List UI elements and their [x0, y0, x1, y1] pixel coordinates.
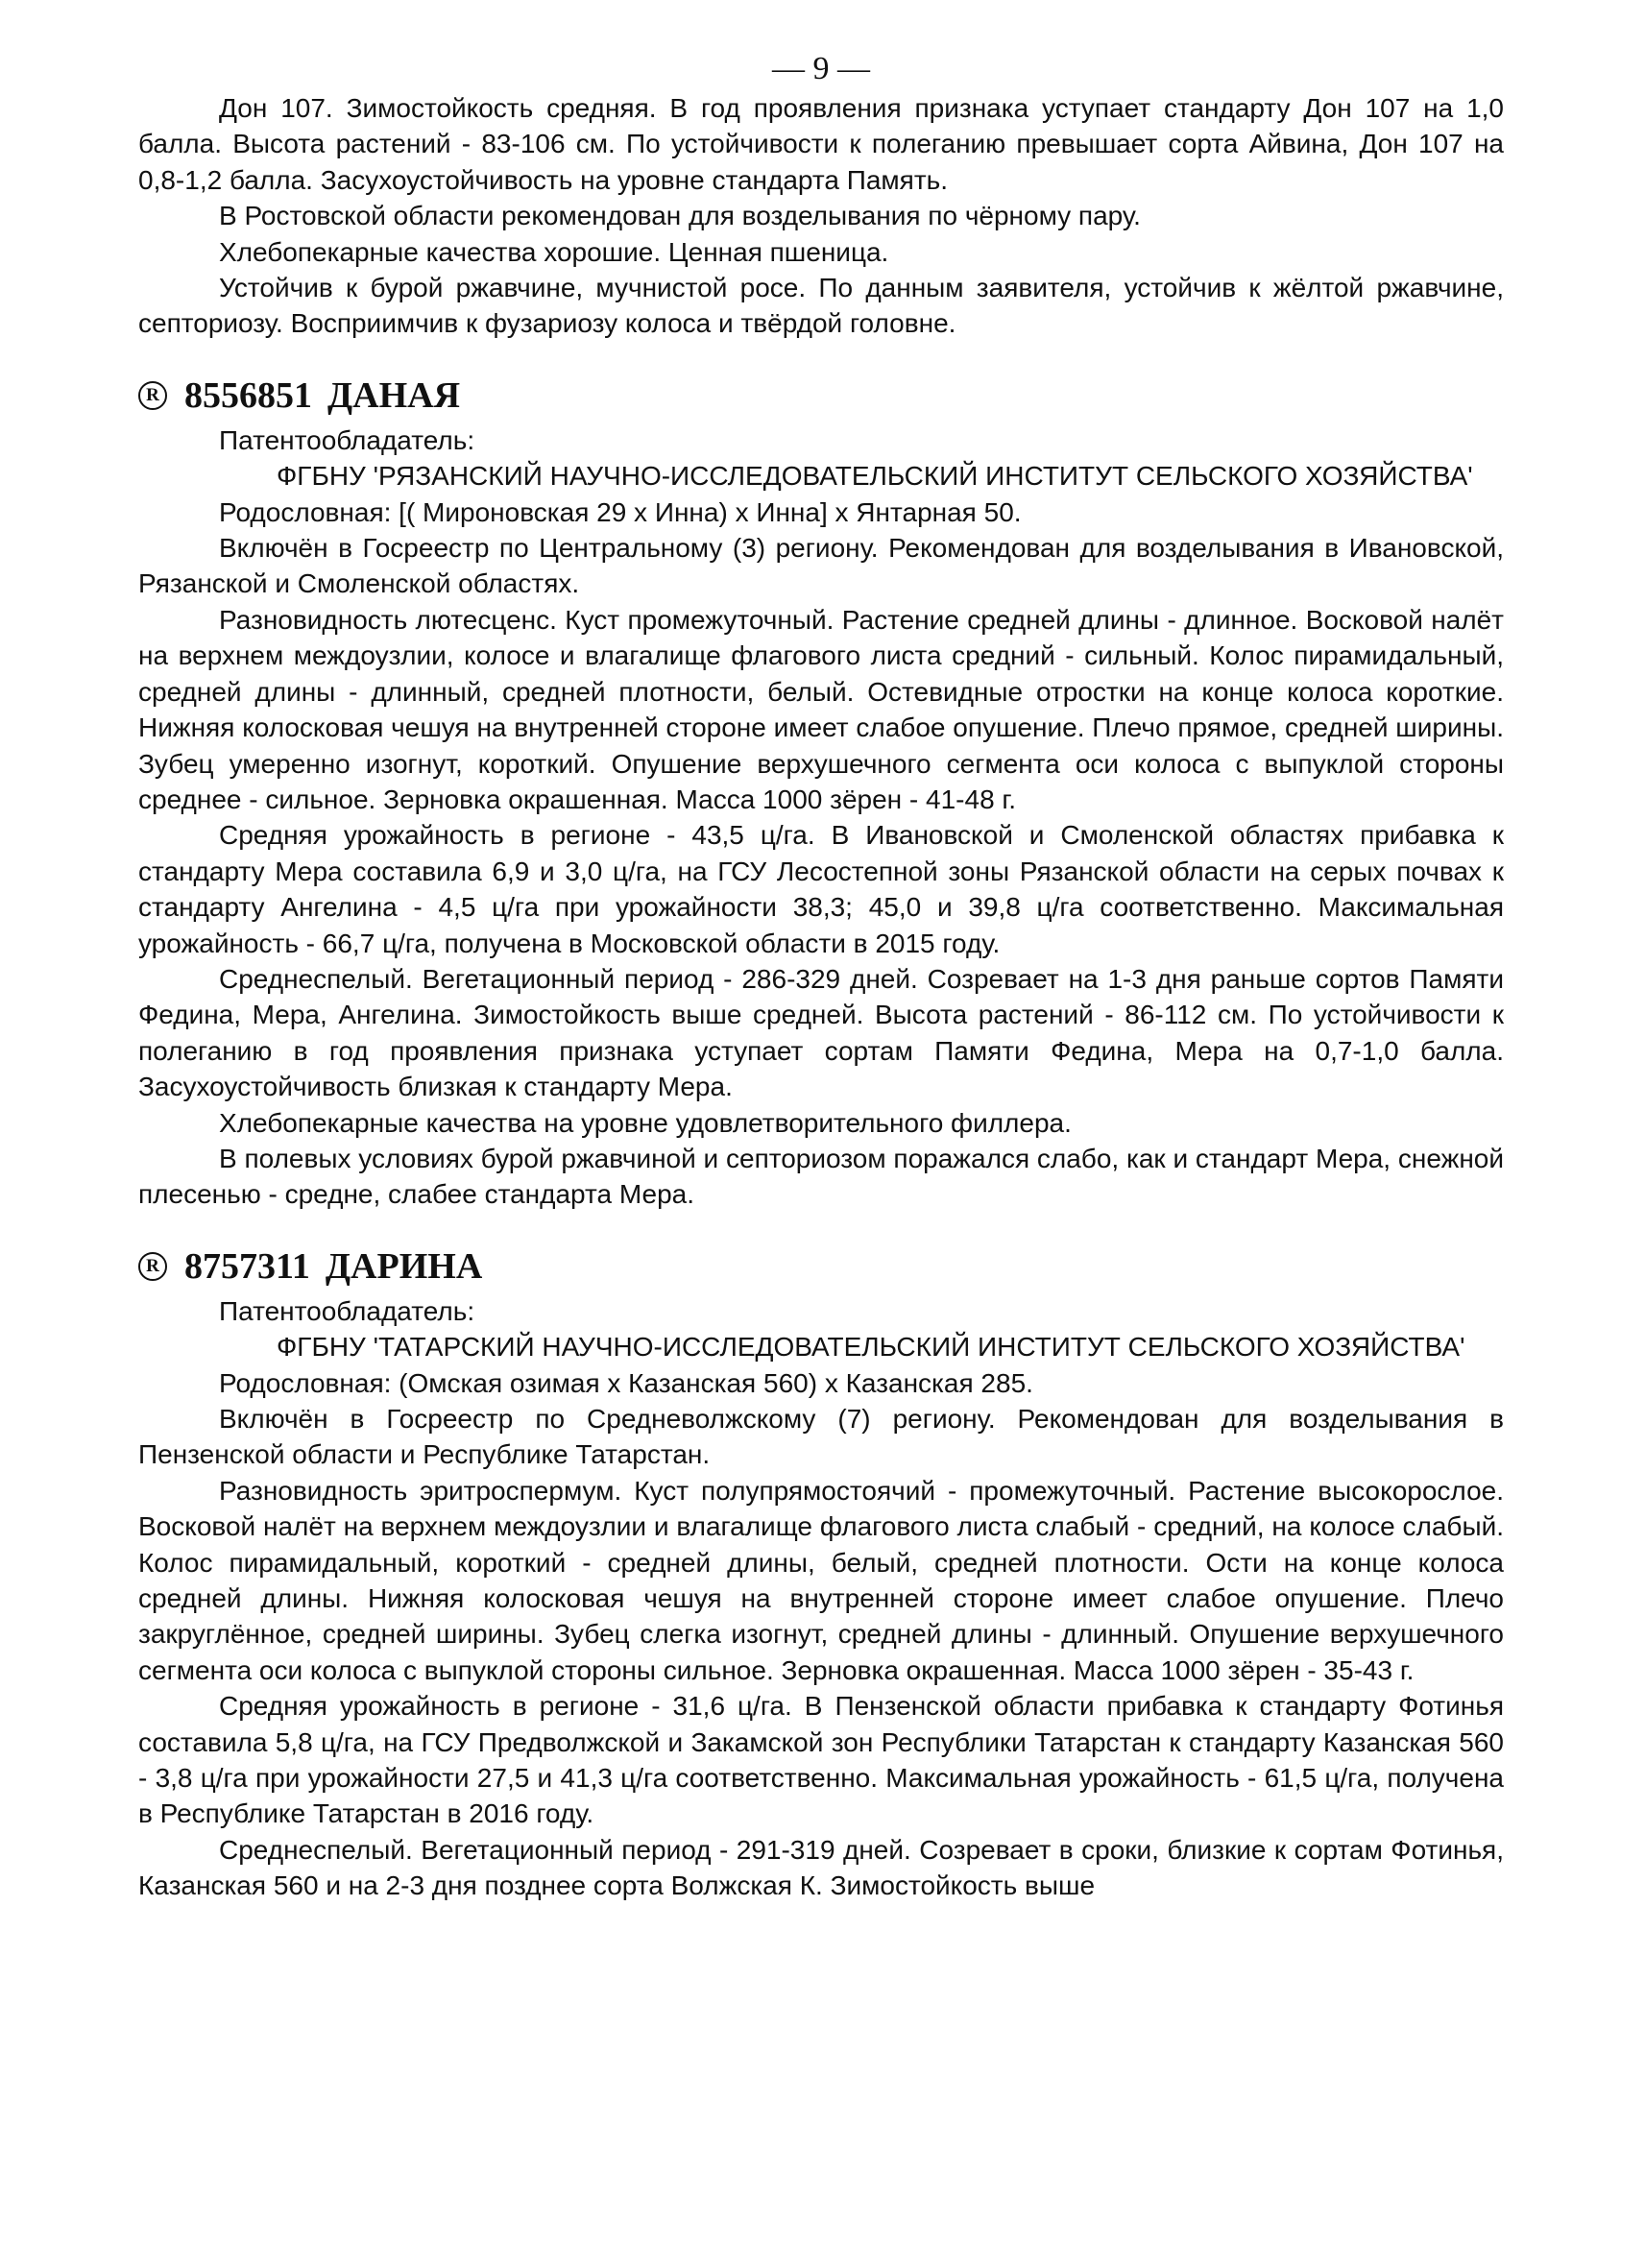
variety-paragraph: Средняя урожайность в регионе - 31,6 ц/га. В Пензенской области прибавка к стандарту Фотинья составила 5,8 ц/га, на ГСУ Предволжской и Закамской зон Республики Татарстан к стандарту Казанская 560 - 3,8 ц/га при урожайности 27,5 и 41,3 ц/га соответственно. Максимальная урожайность - 61,5 ц/га, получена в Республике Татарстан в 2016 году.: [138, 1691, 1504, 1829]
intro-paragraph: Устойчив к бурой ржавчине, мучнистой росе. По данным заявителя, устойчив к жёлтой ржавчине, септориозу. Восприимчив к фузариозу колоса и твёрдой головне.: [138, 273, 1504, 339]
variety-paragraph: Среднеспелый. Вегетационный период - 286-329 дней. Созревает на 1-3 дня раньше сортов Памяти Федина, Мера, Ангелина. Зимостойкость выше средней. Высота растений - 86-112 см. По устойчивости к полеганию в год проявления признака уступает сортам Памяти Федина, Мера на 0,7-1,0 балла. Засухоустойчивость близкая к стандарту Мера.: [138, 963, 1504, 1102]
holder-name: ФГБНУ 'ТАТАРСКИЙ НАУЧНО-ИССЛЕДОВАТЕЛЬСКИЙ ИНСТИТУТ СЕЛЬСКОГО ХОЗЯЙСТВА': [277, 1332, 1465, 1363]
variety-number: 8757311: [184, 1245, 310, 1287]
intro-section: [138, 90, 1504, 342]
holder-label: Патентообладатель:: [219, 1295, 475, 1326]
variety-paragraph: Родословная: (Омская озимая х Казанская 560) х Казанская 285.: [219, 1367, 1033, 1398]
intro-paragraph: Дон 107. Зимостойкость средняя. В год проявления признака уступает стандарту Дон 107 на 1,0 балла. Высота растений - 83-106 см. По устойчивости к полеганию превышает сорта Айвина, Дон 107 на 0,8-1,2 балла. Засухоустойчивость на уровне стандарта Память.: [138, 93, 1504, 195]
intro-paragraph: Хлебопекарные качества хорошие. Ценная пшеница.: [219, 236, 889, 267]
page-number: — 9 —: [772, 51, 870, 86]
holder-label: Патентообладатель:: [219, 424, 475, 455]
variety-heading: [138, 1245, 1504, 1288]
variety-entry-darina: [138, 1245, 1504, 1904]
variety-name: ДАНАЯ: [327, 374, 461, 416]
variety-paragraph: Включён в Госреестр по Центральному (3) региону. Рекомендован для возделывания в Ивановской, Рязанской и Смоленской областях.: [138, 533, 1504, 599]
registered-mark-icon: R: [138, 1252, 167, 1281]
variety-paragraph: Разновидность эритроспермум. Куст полупрямостоячий - промежуточный. Растение высокорослое. Восковой налёт на верхнем междоузлии и влагалище флагового листа слабый - средний, на колосе слабый. Колос пирамидальный, короткий - средней длины, белый, средней плотности. Ости на конце колоса средней длины. Нижняя колосковая чешуя на внутренней стороне имеет слабое опушение. Плечо закруглённое, средней ширины. Зубец слегка изогнут, средней длины - длинный. Опушение верхушечного сегмента оси колоса с выпуклой стороны сильное. Зерновка окрашенная. Масса 1000 зёрен - 35-43 г.: [138, 1475, 1504, 1685]
variety-paragraph: Среднеспелый. Вегетационный период - 291-319 дней. Созревает в сроки, близкие к сортам Фотинья, Казанская 560 и на 2-3 дня позднее сорта Волжская К. Зимостойкость выше: [138, 1834, 1504, 1901]
variety-paragraph: Включён в Госреестр по Средневолжскому (7) региону. Рекомендован для возделывания в Пензенской области и Республике Татарстан.: [138, 1404, 1504, 1470]
variety-entry-danaya: [138, 374, 1504, 1213]
variety-paragraph: Хлебопекарные качества на уровне удовлетворительного филлера.: [219, 1107, 1072, 1138]
variety-paragraph: Разновидность лютесценс. Куст промежуточный. Растение средней длины - длинное. Восковой налёт на верхнем междоузлии, колосе и влагалище флагового листа средний - сильный. Колос пирамидальный, средней длины - длинный, средней плотности, белый. Остевидные отростки на конце колоса короткие. Нижняя колосковая чешуя на внутренней стороне имеет слабое опушение. Плечо прямое, средней ширины. Зубец умеренно изогнут, короткий. Опушение верхушечного сегмента оси колоса с выпуклой стороны среднее - сильное. Зерновка окрашенная. Масса 1000 зёрен - 41-48 г.: [138, 604, 1504, 814]
variety-paragraph: Средняя урожайность в регионе - 43,5 ц/га. В Ивановской и Смоленской областях прибавка к стандарту Мера составила 6,9 и 3,0 ц/га, на ГСУ Лесостепной зоны Рязанской области на серых почвах к стандарту Ангелина - 4,5 ц/га при урожайности 38,3; 45,0 и 39,8 ц/га соответственно. Максимальная урожайность - 66,7 ц/га, получена в Московской области в 2015 году.: [138, 820, 1504, 958]
variety-paragraph: Родословная: [( Мироновская 29 х Инна) х Инна] х Янтарная 50.: [219, 496, 1022, 527]
variety-paragraph: В полевых условиях бурой ржавчиной и септориозом поражался слабо, как и стандарт Мера, снежной плесенью - средне, слабее стандарта Мера.: [138, 1143, 1504, 1210]
registered-mark-icon: R: [138, 381, 167, 410]
variety-number: 8556851: [184, 374, 312, 416]
variety-name: ДАРИНА: [325, 1245, 483, 1287]
intro-paragraph: В Ростовской области рекомендован для возделывания по чёрному пару.: [219, 201, 1141, 231]
variety-heading: [138, 374, 1504, 417]
holder-name: ФГБНУ 'РЯЗАНСКИЙ НАУЧНО-ИССЛЕДОВАТЕЛЬСКИЙ ИНСТИТУТ СЕЛЬСКОГО ХОЗЯЙСТВА': [277, 461, 1473, 492]
